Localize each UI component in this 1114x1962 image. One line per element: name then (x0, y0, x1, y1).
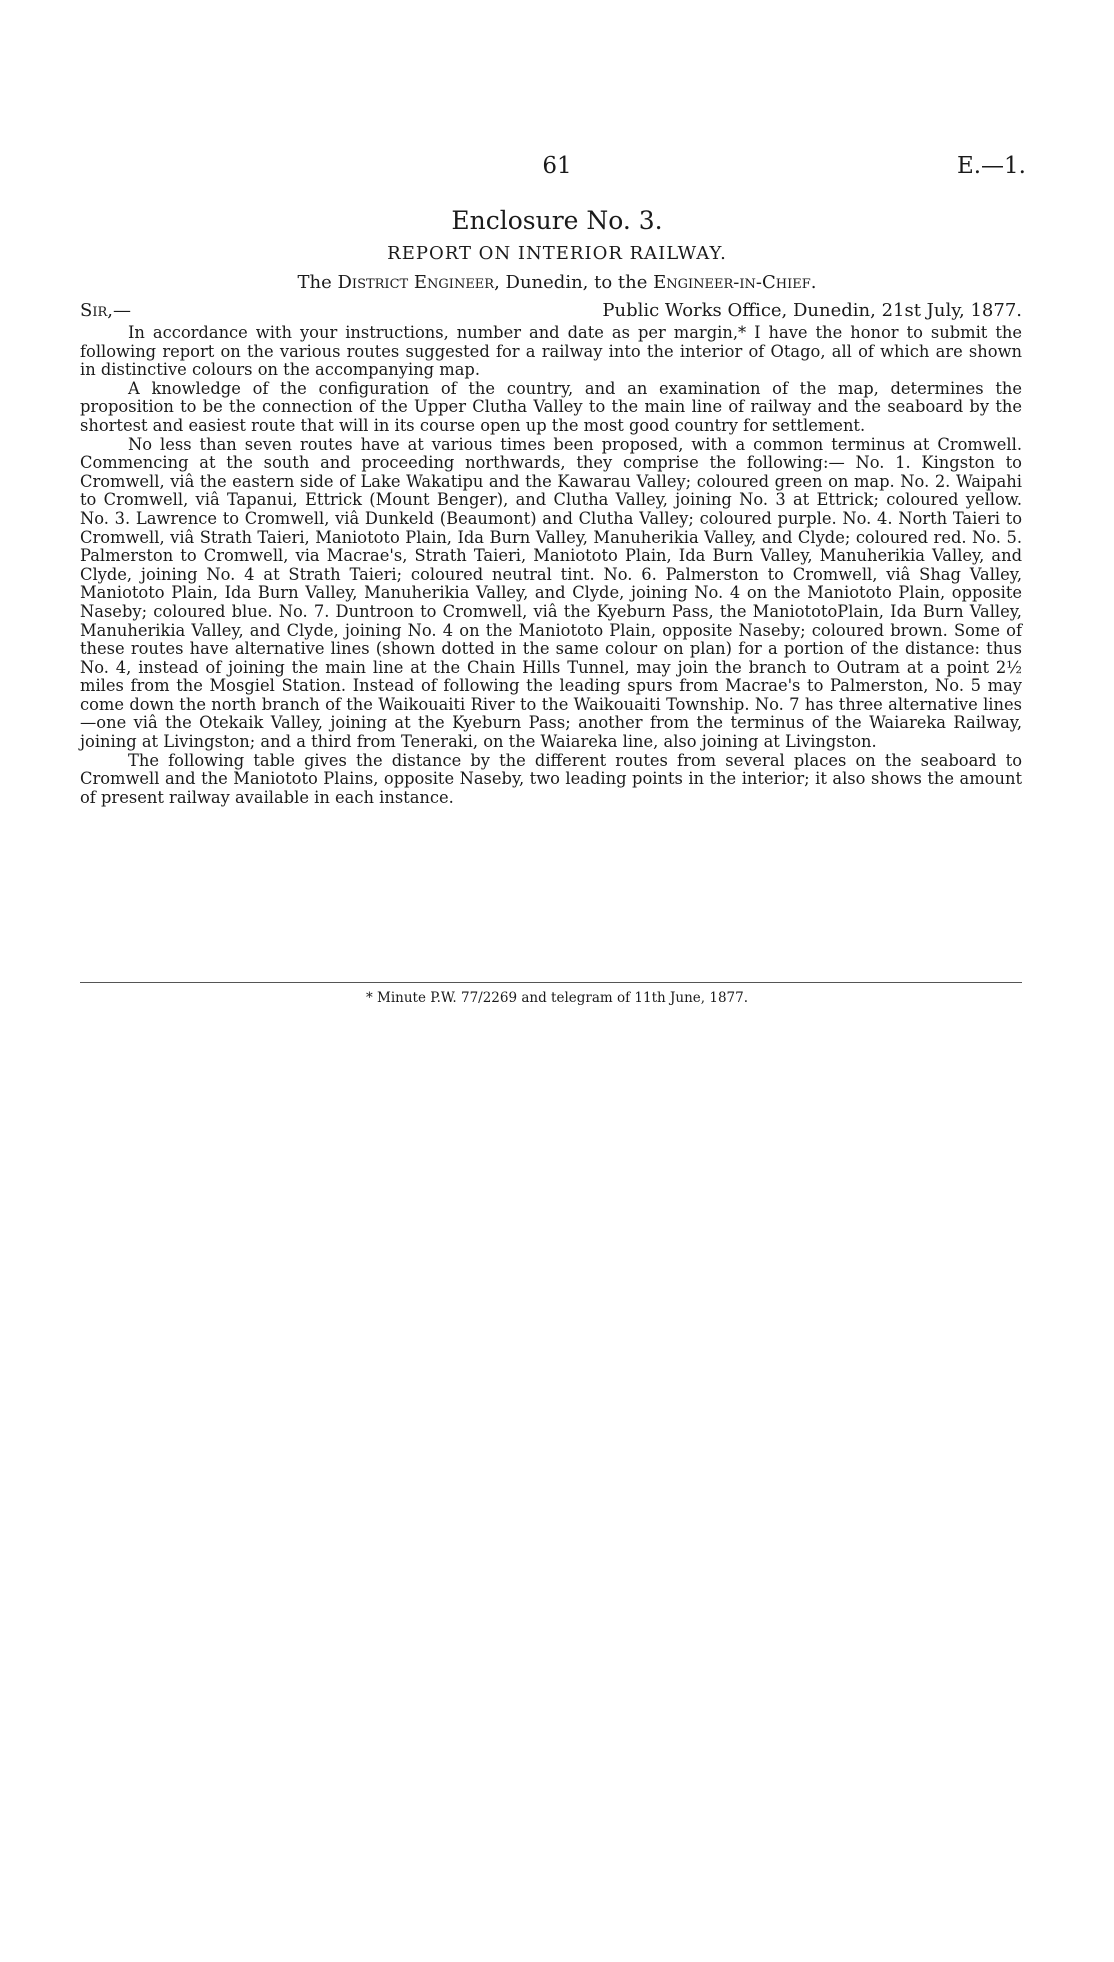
paragraph-routes: No less than seven routes have at various times been proposed, with a common terminus at Cromwell. Commencing at the south and proceeding northwards, they comprise the following:— No. 1. Kingston to Cromwell, viâ the eastern side of Lake Wakatipu and the Kawarau Valley; coloured green on map. No. 2. Waipahi to Cromwell, viâ Tapanui, Ettrick (Mount Benger), and Clutha Valley, joining No. 3 at Ettrick; coloured yellow. No. 3. Lawrence to Cromwell, viâ Dunkeld (Beaumont) and Clutha Valley; coloured purple. No. 4. North Taieri to Cromwell, viâ Strath Taieri, Maniototo Plain, Ida Burn Valley, Manuherikia Valley, and Clyde; coloured red. No. 5. Palmerston to Cromwell, via Macrae's, Strath Taieri, Maniototo Plain, Ida Burn Valley, Manuherikia Valley, and Clyde, joining No. 4 at Strath Taieri; coloured neutral tint. No. 6. Palmerston to Cromwell, viâ Shag Valley, Maniototo Plain, Ida Burn Valley, Manuherikia Valley, and Clyde, joining No. 4 on the Maniototo Plain, opposite Naseby; coloured blue. No. 7. Duntroon to Cromwell, viâ the Kyeburn Pass, the ManiototoPlain, Ida Burn Valley, Manuherikia Valley, and Clyde, joining No. 4 on the Maniototo Plain, opposite Naseby; coloured brown. Some of these routes have alternative lines (shown dotted in the same colour on plan) for a portion of the distance: thus No. 4, instead of joining the main line at the Chain Hills Tunnel, may join the branch to Outram at a point 2½ miles from the Mosgiel Station. Instead of following the leading spurs from Macrae's to Palmerston, No. 5 may come down the north branch of the Waikouaiti River to the Waikouaiti Township. No. 7 has three alternative lines—one viâ the Otekaik Valley, joining at the Kyeburn Pass; another from the terminus of the Waiareka Railway, joining at Livingston; and a third from Teneraki, on the Waiareka line, also joining at Livingston. (80, 434, 1022, 752)
salutation: Sir,— (80, 300, 131, 321)
from-prefix: The (297, 272, 338, 293)
from-office: District Engineer (337, 272, 495, 293)
paragraph-configuration: A knowledge of the configuration of the country, and an examination of the map, determines the proposition to be the connection of the Upper Clutha Valley to the main line of railway and the seaboard by the shortest and easiest route that will in its course open up the most good country for settlement. (80, 378, 1022, 435)
paragraph-instructions: In accordance with your instructions, number and date as per margin,* I have the honor to submit the following report on the various routes suggested for a railway into the interior of Otago, all of which are shown in distinctive colours on the accompanying map. (80, 323, 1022, 380)
page-number: 61 (542, 153, 572, 179)
from-middle: , Dunedin, to the (494, 272, 654, 293)
salutation-row (80, 300, 1022, 324)
from-to-line (0, 272, 1114, 293)
footnote: * Minute P.W. 77/2269 and telegram of 11th June, 1877. (365, 990, 749, 1006)
enclosure-heading: Enclosure No. 3. (451, 206, 663, 235)
letter-body (80, 324, 1022, 807)
paragraph-distance-table-intro: The following table gives the distance by the different routes from several places on the seaboard to Cromwell and the Maniototo Plains, opposite Naseby, two leading points in the interior; it also shows the amount of present railway available in each instance. (80, 750, 1022, 807)
to-office: Engineer-in-Chief (653, 272, 811, 293)
dateline: Public Works Office, Dunedin, 21st July, 1877. (602, 300, 1022, 321)
footnote-divider (80, 982, 1022, 983)
to-suffix: . (810, 272, 817, 293)
report-title: REPORT ON INTERIOR RAILWAY. (387, 243, 727, 264)
document-reference-code: E.—1. (956, 153, 1026, 179)
